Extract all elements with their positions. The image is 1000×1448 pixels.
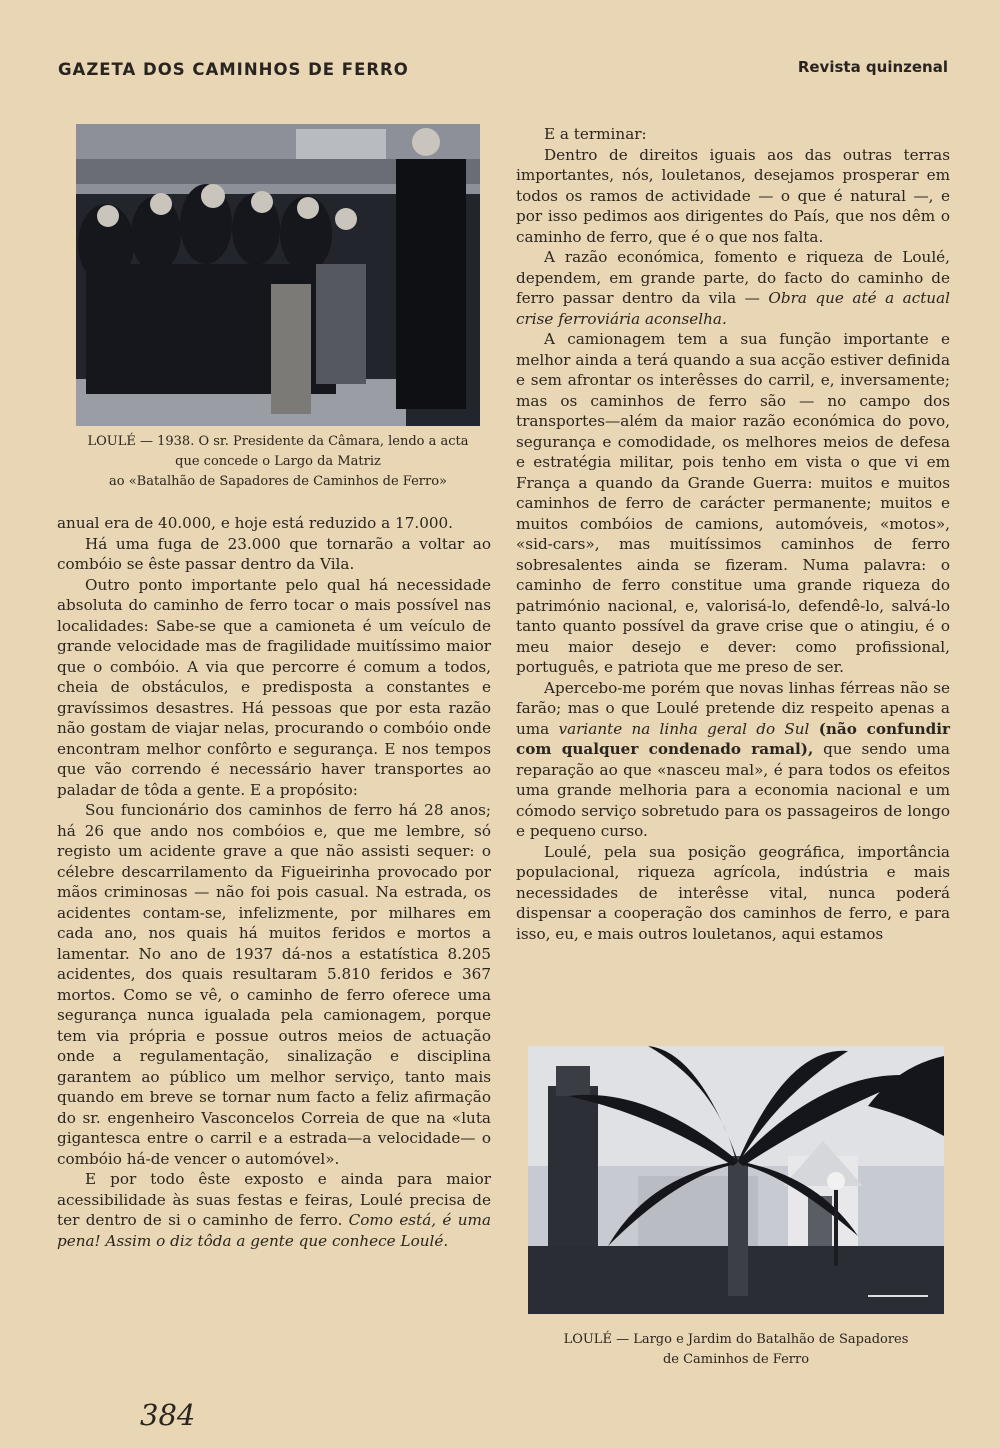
publication-title: GAZETA DOS CAMINHOS DE FERRO	[58, 60, 409, 79]
paragraph	[516, 678, 950, 842]
paragraph: E a terminar:	[544, 125, 647, 143]
ceremony-photo-image	[76, 124, 480, 426]
ceremony-photo-caption	[60, 432, 496, 492]
caption-line: de Caminhos de Ferro	[662, 1352, 810, 1367]
paragraph: Há uma fuga de 23.000 que tornarão a voltar ao combóio se êste passar dentro da Vila.	[57, 534, 491, 573]
paragraph-text: Apercebo-me porém que novas linhas férreas não se farão; mas o que Loulé pretende diz respeito apenas a uma	[516, 678, 950, 738]
caption-line: que concede o Largo da Matriz	[175, 454, 381, 469]
paragraph: Loulé, pela sua posição geográfica, importância populacional, riqueza agrícola, indústria e mais necessidades de interêsse vital, nunca poderá dispensar a cooperação dos caminhos de ferro, e para isso, eu, e mais outros louletanos, aqui estamos	[516, 842, 950, 943]
caption-line: ao «Batalhão de Sapadores de Caminhos de Ferro»	[109, 474, 447, 489]
paragraph-text: A razão económica, fomento e riqueza de Loulé, dependem, em grande parte, do facto do caminho de ferro passar dentro da vila —	[516, 248, 950, 307]
paragraph-text: E por todo êste exposto e ainda para maior acessibilidade às suas festas e feiras, Loulé precisa de ter dentro de si o caminho de ferro.	[57, 1170, 491, 1229]
closing-italic-text: Como está, é uma pena! Assim o diz tôda a gente que conhece Loulé.	[57, 1211, 491, 1250]
paragraph-text: que sendo uma reparação ao que «nasceu mal», é para todos os efeitos uma grande melhoria para a economia nacional e um cómodo serviço sobretudo para os passageiros de longo e pequeno curso.	[516, 740, 950, 840]
italic-text: variante na linha geral do Sul	[558, 719, 810, 738]
paragraph: Dentro de direitos iguais aos das outras terras importantes, nós, louletanos, desejamos prosperar em todos os ramos de actividade — o que é natural —, e por isso pedimos aos dirigentes do País, que nos dêm o caminho de ferro, que é o que nos falta.	[516, 145, 950, 246]
photo-ceremony	[76, 124, 480, 426]
garden-photo-image	[528, 1046, 944, 1314]
page-number: 384	[140, 1398, 196, 1432]
caption-line: LOULÉ — Largo e Jardim do Batalhão de Sapadores	[563, 1332, 909, 1347]
bold-text: (não confundir com qualquer condenado ramal),	[516, 719, 951, 758]
paragraph: A camionagem tem a sua função importante e melhor ainda a terá quando a sua acção estiver definida e sem afrontar os interêsses do carril, e, inversamente; mas os caminhos de ferro são — no campo dos transportes—além da maior razão económica do povo, segurança e comodidade, os melhores meios de defesa e estratégia militar, pois tenho em vista o que vi em França a quando da Grande Guerra: muitos e muitos caminhos de ferro de carácter permanente; muitos e muitos combóios de camions, automóveis, «motos», «sid-cars», mas muitíssimos caminhos de ferro sobresalentes ainda se fizeram. Numa palavra: o caminho de ferro constitue uma grande riqueza do património nacional, e, valorisá-lo, defendê-lo, salvá-lo tanto quanto possível da grave crise que o atingiu, é o meu maior desejo e dever: como profissional, português, e patriota que me preso de ser.	[516, 330, 950, 676]
paragraph	[516, 247, 950, 329]
caption-line: LOULÉ — 1938. O sr. Presidente da Câmara, lendo a acta	[87, 434, 469, 449]
paragraph	[57, 1169, 491, 1251]
photo-garden	[528, 1046, 944, 1314]
italic-text: Obra que até a actual crise ferroviária aconselha.	[516, 289, 951, 328]
publication-frequency: Revista quinzenal	[797, 58, 948, 76]
paragraph: anual era de 40.000, e hoje está reduzido a 17.000.	[57, 514, 454, 532]
paragraph: Sou funcionário dos caminhos de ferro há 28 anos; há 26 que ando nos combóios e, que me lembre, só registo um acidente grave a que não assisti sequer: o célebre descarrilamento da Figueirinha provocado por mãos criminosas — não foi pois casual. Na estrada, os acidentes contam-se, infelizmente, por milhares em cada ano, nos quais há muitos feridos e mortos a lamentar. No ano de 1937 dá-nos a estatística 8.205 acidentes, dos quais resultaram 5.810 feridos e 367 mortos. Como se vê, o caminho de ferro oferece uma segurança nunca igualada pela camionagem, porque tem via própria e possue outros meios de actuação onde a regulamentação, sinalização e disciplina garantem ao público um melhor serviço, tanto mais quando em breve se tornar num facto a feliz afirmação do sr. engenheiro Vasconcelos Correia de que na «luta gigantesca entre o carril e a estrada—a velocidade— o combóio há-de vencer o automóvel».	[57, 801, 491, 1168]
right-text-column	[516, 124, 950, 944]
garden-photo-caption	[520, 1330, 952, 1370]
left-text-column	[57, 513, 491, 1251]
paragraph: Outro ponto importante pelo qual há necessidade absoluta do caminho de ferro tocar o mais possível nas localidades: Sabe-se que a camioneta é um veículo de grande velocidade mas de fragilidade muitíssimo maior que o combóio. A via que percorre é comum a todos, cheia de obstáculos, e predisposta a constantes e gravíssimos desastres. Há pessoas que por esta razão não gostam de viajar nelas, procurando o combóio onde encontram melhor confôrto e segurança. E nos tempos que vão correndo é necessário haver transportes ao paladar de tôda a gente. E a propósito:	[57, 575, 491, 799]
